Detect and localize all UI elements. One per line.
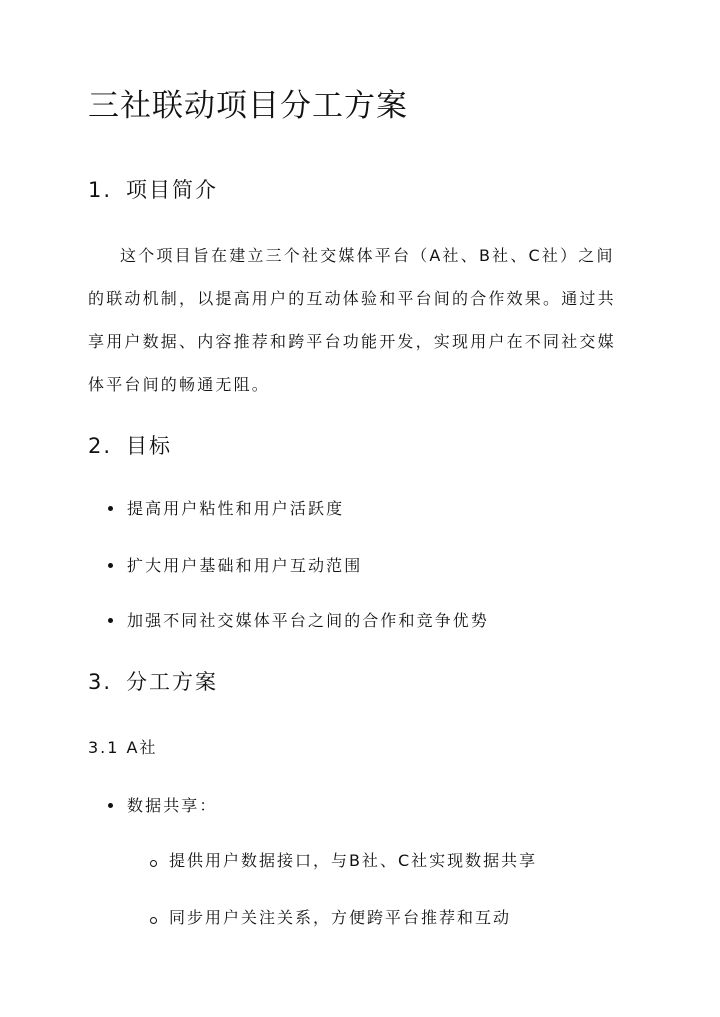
section-number: 1. (88, 178, 113, 202)
sub-list-item-text: 提供用户数据接口，与B社、C社实现数据共享 (169, 851, 538, 870)
section-number: 2. (88, 434, 113, 458)
list-item-text: 数据共享： (127, 796, 218, 815)
document-title: 三社联动项目分工方案 (88, 88, 408, 124)
list-item (108, 610, 489, 632)
list-item (108, 498, 344, 520)
paragraph-line: 享用户数据、内容推荐和跨平台功能开发，实现用户在不同社交媒 (88, 332, 616, 351)
section-title: 目标 (126, 434, 172, 458)
paragraph-line: 这个项目旨在建立三个社交媒体平台（A社、B社、C社）之间 (120, 246, 615, 265)
section-heading-3 (88, 668, 218, 696)
section-title: 项目简介 (126, 178, 218, 202)
bullet-icon (108, 563, 113, 568)
sub-list-item (150, 907, 511, 929)
paragraph-line: 体平台间的畅通无阻。 (88, 375, 271, 394)
list-item-text: 扩大用户基础和用户互动范围 (127, 556, 363, 575)
section-heading-1 (88, 176, 218, 204)
sub-list-item-text: 同步用户关注关系，方便跨平台推荐和互动 (169, 908, 512, 927)
bullet-icon (108, 803, 113, 808)
subsection-heading: 3.1 A社 (88, 738, 158, 757)
list-item (108, 795, 218, 817)
bullet-icon (108, 506, 113, 511)
list-item (108, 555, 362, 577)
sub-list-item (150, 850, 537, 872)
section-title: 分工方案 (126, 670, 218, 694)
bullet-icon (108, 618, 113, 623)
section-heading-2 (88, 432, 172, 460)
section-number: 3. (88, 670, 113, 694)
hollow-bullet-icon (150, 917, 157, 924)
hollow-bullet-icon (150, 860, 157, 867)
list-item-text: 提高用户粘性和用户活跃度 (127, 499, 345, 518)
paragraph-line: 的联动机制，以提高用户的互动体验和平台间的合作效果。通过共 (88, 289, 616, 308)
list-item-text: 加强不同社交媒体平台之间的合作和竞争优势 (127, 611, 490, 630)
